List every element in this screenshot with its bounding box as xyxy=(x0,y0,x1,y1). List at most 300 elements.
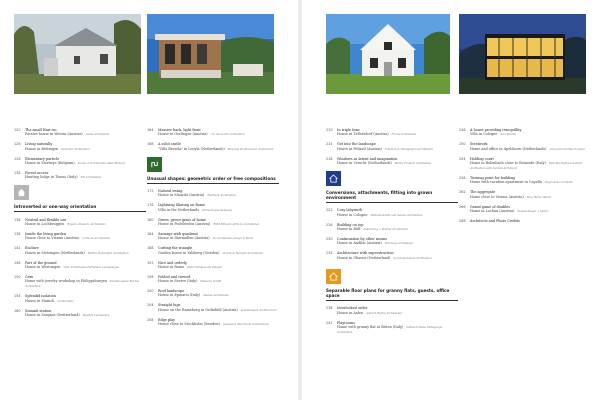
entry-title: Folded and viewed xyxy=(158,274,191,279)
entry-body xyxy=(158,289,279,299)
entry-subtitle-line xyxy=(25,236,146,241)
entry-subtitle-line xyxy=(337,241,458,246)
toc-entry[interactable] xyxy=(459,205,591,215)
entry-body xyxy=(337,157,458,167)
entry-subtitle-line xyxy=(470,147,591,152)
entry-title: Get into the landscape xyxy=(337,142,376,147)
page-number: 254 xyxy=(459,156,466,161)
page-number: 168 xyxy=(147,142,154,147)
entry-body xyxy=(158,218,279,228)
entry-subtitle-line xyxy=(25,251,146,256)
toc-column-3 xyxy=(326,128,458,340)
entry-architect: Bose Herre Wendl xyxy=(526,195,551,199)
entry-title: Elementary particle xyxy=(25,156,60,161)
entry-subtitle-line xyxy=(158,308,279,313)
entry-architect: Marko Froelich Architekten xyxy=(394,161,432,165)
entry-subtitle: House in Rome xyxy=(158,264,185,269)
entry-title: Natural swing xyxy=(158,189,183,194)
entry-architect: Ehl Architekten xyxy=(80,176,102,180)
toc-group xyxy=(326,306,458,335)
entry-subtitle-line xyxy=(337,213,458,218)
entry-body xyxy=(337,128,458,138)
entry-architect: Lermont Architekten xyxy=(82,237,110,241)
toc-entry[interactable] xyxy=(459,176,591,186)
section-title: Conversions, attachments, fitting into grown environment xyxy=(326,189,433,200)
entry-subtitle: House in Podelstelen (Austria) xyxy=(158,222,211,227)
page-number: 222 xyxy=(326,208,333,213)
entry-architect: Grinselveyne Geitgaag xyxy=(202,208,232,212)
entry-title: Playrooms xyxy=(337,320,355,325)
entry-title: Lightning Skating on Rome xyxy=(158,203,206,208)
entry-architect: pedes architekten xyxy=(85,133,110,137)
toc-entry[interactable] xyxy=(147,189,279,199)
toc-entry[interactable] xyxy=(14,294,146,304)
page-number: 176 xyxy=(147,203,154,208)
entry-subtitle-line xyxy=(158,279,279,284)
section-rule xyxy=(147,183,279,184)
page-number: 234 xyxy=(326,251,333,256)
toc-entry[interactable] xyxy=(326,306,458,316)
entry-subtitle: House in Mauritä (Austria) xyxy=(158,193,205,198)
toc-column-2 xyxy=(147,128,279,332)
entry-architect: Maur Schaltes am Zuhusli xyxy=(187,265,222,269)
toc-group xyxy=(14,218,146,319)
shape-icon xyxy=(150,160,159,169)
entry-subtitle-line xyxy=(470,209,591,214)
entry-architect: Baysen, Kneisch, Architekten xyxy=(67,223,106,227)
toc-entry[interactable] xyxy=(326,237,458,247)
entry-title: Architects and Photo Credits xyxy=(470,218,520,223)
entry-body xyxy=(337,251,458,261)
toc-entry[interactable] xyxy=(14,246,146,256)
page-number: 188 xyxy=(147,246,154,251)
toc-entry[interactable] xyxy=(326,251,458,261)
toc-entry[interactable] xyxy=(14,171,146,181)
house-icon xyxy=(14,14,141,94)
entry-title: Cutting the triangle xyxy=(158,246,193,251)
page-number: 210 xyxy=(326,128,333,132)
entry-subtitle: House close to Vienna (Austria) xyxy=(25,236,80,241)
toc-entry[interactable] xyxy=(326,223,458,233)
toc-entry[interactable] xyxy=(326,128,458,138)
entry-body xyxy=(337,208,458,218)
toc-entry[interactable] xyxy=(147,261,279,271)
entry-subtitle-line xyxy=(25,222,146,227)
entry-subtitle-line xyxy=(470,132,591,137)
entry-architect: rauhberflete xyxy=(57,299,74,303)
toc-entry[interactable] xyxy=(147,142,279,152)
entry-subtitle-line xyxy=(25,147,146,152)
entry-subtitle-line xyxy=(158,147,279,152)
entry-body xyxy=(158,275,279,285)
entry-subtitle: House in Aalen xyxy=(337,310,364,315)
toc-entry[interactable] xyxy=(14,232,146,242)
page-number: 192 xyxy=(147,260,154,265)
entry-title: Roof landscape xyxy=(158,289,185,294)
entry-subtitle: House in Zellersdorf (Austria) xyxy=(337,132,389,137)
entry-subtitle: Home close to Vienna (Austria) xyxy=(470,194,524,199)
entry-body xyxy=(337,237,458,247)
entry-body xyxy=(337,306,458,316)
entry-body xyxy=(25,232,146,242)
entry-architect: Cees and Charles Crousvar xyxy=(549,147,586,151)
entry-subtitle: Home in Balenbach close to Reinenfe (Italy) xyxy=(470,160,546,165)
toc-entry[interactable] xyxy=(14,157,146,167)
entry-architect: Froms Architekten xyxy=(391,133,417,137)
page-number: 246 xyxy=(459,128,466,132)
page-number: 120 xyxy=(14,128,21,132)
entry-subtitle-line xyxy=(470,180,591,185)
entry-title: Splendid isolation xyxy=(25,294,56,299)
entry-architect: Kamille Gebse Braden Architekten xyxy=(25,280,140,289)
entry-subtitle-line xyxy=(470,195,591,200)
entry-subtitle: House in Seetve (Italy) xyxy=(158,279,198,284)
entry-title: Straight lugs xyxy=(158,303,181,308)
house-icon xyxy=(459,14,586,94)
toc-entry[interactable] xyxy=(326,208,458,218)
entry-subtitle-line xyxy=(158,265,279,270)
entry-subtitle-line xyxy=(158,193,279,198)
entry-subtitle-line xyxy=(337,227,458,232)
page-number: 218 xyxy=(326,156,333,161)
page-number: 208 xyxy=(147,317,154,322)
section-title: Introverted or one-way orientation xyxy=(14,204,97,210)
entry-subtitle-line xyxy=(337,161,458,166)
toc-entry[interactable] xyxy=(14,218,146,228)
photo-white-house-lawn xyxy=(326,14,450,94)
toc-entry[interactable] xyxy=(147,275,279,285)
entry-architect: die Architekten Jangis & Maali xyxy=(212,237,254,241)
entry-body xyxy=(25,309,146,319)
entry-subtitle-line xyxy=(337,256,458,261)
entry-subtitle: House in Felixvil (Austria) xyxy=(337,146,382,151)
entry-subtitle: Hunting lodge in Tisens (Italy) xyxy=(25,175,78,180)
house-icon xyxy=(17,188,26,197)
entry-subtitle-line xyxy=(337,325,458,336)
entry-architect: RSM Elfbaum Afrik de Architekten xyxy=(213,223,260,227)
entry-architect: Wimberg Architekten xyxy=(384,242,414,246)
entry-subtitle: House in Bettingen xyxy=(25,146,59,151)
entry-subtitle-line xyxy=(25,265,146,270)
entry-body xyxy=(158,189,279,199)
entry-subtitle: Garden house in Yalsberg (Sweden) xyxy=(158,250,220,255)
entry-subtitle: "Villa Brosela" in Leeyla (Netherlands) xyxy=(158,146,225,151)
entry-body xyxy=(158,142,279,152)
entry-subtitle-line xyxy=(25,313,146,318)
entry-architect: Pfadbeck Architekten xyxy=(207,194,236,198)
entry-architect: Johansson Marcheola Architektens xyxy=(222,322,269,326)
toc-entry[interactable] xyxy=(326,321,458,336)
book-gutter xyxy=(298,0,302,400)
entry-title: Edge play xyxy=(158,317,176,322)
toc-group xyxy=(326,128,458,166)
house-icon xyxy=(326,14,450,94)
toc-entry[interactable] xyxy=(147,128,279,138)
entry-architect: Maellen Lambdekes xyxy=(82,314,110,317)
page-number: 266 xyxy=(459,204,466,209)
house-icon xyxy=(329,272,338,281)
entry-title: Forest access xyxy=(25,170,49,175)
photo-wooden-box-house xyxy=(147,14,274,94)
toc-entry[interactable] xyxy=(459,219,591,223)
page-number: 154 xyxy=(14,294,21,299)
entry-subtitle-line xyxy=(158,293,279,298)
entry-subtitle: House in Sargans (Switzerland) xyxy=(25,313,80,317)
entry-title: Massive back, light front xyxy=(158,128,201,132)
entry-architect: Engin Kesu architekt xyxy=(544,181,573,185)
entry-subtitle-line xyxy=(25,175,146,180)
toc-group xyxy=(147,189,279,327)
entry-body xyxy=(470,190,591,200)
entry-subtitle: House in Andilat (Austria) xyxy=(337,241,382,246)
entry-architect: rob lbs berelr architekten xyxy=(210,133,245,137)
page-number: 258 xyxy=(459,176,466,181)
entry-architect: splendimalen Architectural xyxy=(240,308,277,312)
chapter-icon-orange xyxy=(326,269,341,284)
entry-body xyxy=(158,203,279,213)
toc-entry[interactable] xyxy=(147,303,279,313)
house-icon xyxy=(147,14,274,94)
section-rule xyxy=(326,202,458,203)
entry-title: Grand game of doubles xyxy=(470,204,511,209)
entry-subtitle: House in Ghurist (Switzerland) xyxy=(337,255,391,260)
entry-subtitle-line xyxy=(337,311,458,316)
entry-title: Holding court xyxy=(470,156,494,161)
page-number: 262 xyxy=(459,190,466,195)
entry-subtitle-line xyxy=(337,132,458,137)
entry-architect: Baumschlager + Moritz xyxy=(517,210,549,213)
entry-title: Living naturally xyxy=(25,142,53,147)
entry-title: In triple time xyxy=(337,128,360,132)
entry-body xyxy=(25,246,146,256)
entry-architect: Thorsk & Hamphil Architekten xyxy=(222,251,264,255)
photo-night-glass-house xyxy=(459,14,586,94)
toc-group xyxy=(147,128,279,152)
entry-body xyxy=(470,176,591,186)
photo-white-gabled-house xyxy=(14,14,141,94)
toc-entry[interactable] xyxy=(14,142,146,152)
entry-subtitle-line xyxy=(158,222,279,227)
page-number: 238 xyxy=(326,306,333,311)
entry-body xyxy=(470,128,591,138)
toc-entry[interactable] xyxy=(459,128,591,138)
page-number: 242 xyxy=(326,320,333,325)
entry-title: Part of the ground xyxy=(25,260,57,265)
entry-body xyxy=(470,157,591,172)
entry-title: Turning point for building xyxy=(470,176,515,181)
entry-subtitle: House in Lochbruggen xyxy=(25,222,65,227)
entry-subtitle: Villa in Cologne xyxy=(470,132,498,137)
entry-title: Building on top xyxy=(337,222,364,227)
entry-subtitle-line xyxy=(25,279,146,290)
toc-group xyxy=(326,208,458,260)
toc-entry[interactable] xyxy=(147,289,279,299)
entry-body xyxy=(25,275,146,290)
page-number: 214 xyxy=(326,142,333,147)
section-title: Separable floor plans for granny flats, guests, office space xyxy=(326,287,450,298)
toc-entry[interactable] xyxy=(14,309,146,319)
entry-subtitle: Home and office in Apeldoorn (Netherlands) xyxy=(470,146,547,151)
toc-entry[interactable] xyxy=(147,318,279,328)
entry-subtitle: House in Westungen xyxy=(25,264,61,269)
entry-architect: Villa, El Pamanda Fernandez Lampeaugue xyxy=(63,265,120,269)
entry-title: Inside the living garden xyxy=(25,232,67,236)
page-number: 226 xyxy=(326,222,333,227)
toc-entry[interactable] xyxy=(459,190,591,200)
page-number: 180 xyxy=(147,217,154,222)
entry-body xyxy=(158,232,279,242)
entry-architect: Atelier d'Architecture Alain Richard xyxy=(77,161,125,165)
entry-architect: Frischen & Tannigmann Architekten xyxy=(384,147,433,151)
entry-body xyxy=(158,318,279,328)
entry-subtitle: House in Bülf xyxy=(337,227,361,232)
entry-title: Enclave xyxy=(25,246,39,251)
toc-entry[interactable] xyxy=(147,203,279,213)
toc-column-4 xyxy=(459,128,591,228)
page-number: 146 xyxy=(14,260,21,265)
page-number: 138 xyxy=(14,232,21,236)
page-number: 172 xyxy=(147,189,154,194)
entry-title: Steelwork xyxy=(470,142,488,147)
entry-body xyxy=(25,157,146,167)
entry-architect: Anarich Riehm Architekten xyxy=(366,311,402,315)
entry-body xyxy=(25,171,146,181)
toc-entry[interactable] xyxy=(14,128,146,138)
page-number: 230 xyxy=(326,237,333,241)
page-number: 204 xyxy=(147,303,154,308)
entry-subtitle: House in Gerlingen (Austria) xyxy=(158,132,208,137)
entry-architect: Wohnwerkstatt und Saabel Architekten xyxy=(370,213,423,217)
page-number: 200 xyxy=(147,289,154,294)
entry-title: Sausage with quadrant xyxy=(158,232,198,236)
entry-body xyxy=(337,142,458,152)
page-number: 128 xyxy=(14,156,21,161)
entry-title: A solid castle xyxy=(158,142,181,147)
entry-architect: Rudolfus Wallace Schlam Architekten with Xuchan Architects xyxy=(470,161,583,171)
entry-architect: Zeltenberg + Partner Architekten xyxy=(363,228,408,232)
toc-entry[interactable] xyxy=(147,246,279,256)
entry-title: The aggregate xyxy=(470,190,496,195)
entry-subtitle: Home with granny flat at Bitten (Italy) xyxy=(337,325,404,330)
chapter-icon-green xyxy=(147,157,162,172)
page-number: 126 xyxy=(14,142,21,147)
toc-entry[interactable] xyxy=(326,157,458,167)
entry-title: Interlocked order xyxy=(337,306,368,311)
page-number: 268 xyxy=(459,218,466,223)
entry-body xyxy=(337,321,458,336)
toc-group xyxy=(14,128,146,180)
entry-body xyxy=(25,294,146,304)
entry-title: Windows as latent and imagination xyxy=(337,156,398,161)
entry-title: A house providing tranquillity xyxy=(470,128,522,132)
entry-subtitle-line xyxy=(158,322,279,327)
entry-title: Neutral and flexible use xyxy=(25,217,67,222)
entry-architect: taltlesch Wiese Faltlagerge Architekten xyxy=(337,326,443,335)
entry-subtitle: Villa in the Netherlands xyxy=(158,207,200,212)
toc-entry[interactable] xyxy=(14,261,146,271)
entry-subtitle-line xyxy=(25,132,146,137)
toc-entry[interactable] xyxy=(459,142,591,152)
toc-column-1 xyxy=(14,128,146,323)
toc-entry[interactable] xyxy=(147,218,279,228)
entry-body xyxy=(470,142,591,152)
entry-subtitle: House in Munich xyxy=(25,298,55,303)
page-number: 160 xyxy=(14,308,21,313)
entry-title: The small Hari roc xyxy=(25,128,58,132)
entry-body xyxy=(25,128,146,138)
section-title: Unusual shapes: geometric order or free compositions xyxy=(147,175,276,181)
entry-subtitle-line xyxy=(158,208,279,213)
entry-subtitle: Passive house in Weerin (Austria) xyxy=(25,132,83,137)
entry-subtitle-line xyxy=(158,236,279,241)
entry-subtitle: House in Diermallen (Austria) xyxy=(158,236,210,241)
toc-entry[interactable] xyxy=(326,142,458,152)
entry-subtitle-line xyxy=(337,147,458,152)
entry-architect: Sprecher Architekten xyxy=(61,147,90,151)
entry-body xyxy=(158,261,279,271)
entry-body xyxy=(158,303,279,313)
entry-architect: Bertino Rebisoffen Architekten xyxy=(87,251,129,255)
entry-subtitle-line xyxy=(470,161,591,172)
entry-architect: durchmischende Architekten xyxy=(393,256,432,260)
entry-body xyxy=(470,219,591,223)
entry-architect: Pilissany Schütt xyxy=(200,280,222,284)
entry-subtitle: House in Epinarsi (Italy) xyxy=(158,293,201,298)
entry-body xyxy=(25,218,146,228)
page-number: 196 xyxy=(147,274,154,279)
chapter-icon-gray xyxy=(14,185,29,200)
toc-entry[interactable] xyxy=(459,157,591,172)
entry-subtitle: House close to Stockholm (Sweden) xyxy=(158,321,220,326)
entry-subtitle: House in Morbeye (Belgium) xyxy=(25,160,75,165)
entry-architect: Buikema De Bovenzen Architecten xyxy=(227,147,274,151)
entry-title: Summit station xyxy=(25,308,52,313)
entry-body xyxy=(25,142,146,152)
entry-body xyxy=(337,223,458,233)
chapter-icon-blue xyxy=(326,171,341,186)
entry-subtitle: House on the Rameberg in Ordinhild (Austria) xyxy=(158,307,238,312)
entry-subtitle: Home in Lochau (Austria) xyxy=(470,209,515,213)
page-number: 250 xyxy=(459,142,466,147)
toc-entry[interactable] xyxy=(14,275,146,290)
house-icon xyxy=(329,174,338,183)
entry-body xyxy=(158,246,279,256)
page-number: 138 xyxy=(14,170,21,175)
entry-subtitle-line xyxy=(25,161,146,166)
toc-entry[interactable] xyxy=(147,232,279,242)
entry-subtitle: House in Utrecht (Netherlands) xyxy=(337,160,392,165)
entry-subtitle-line xyxy=(158,251,279,256)
entry-body xyxy=(470,205,591,215)
page-number: 164 xyxy=(147,128,154,132)
entry-subtitle: Home with jewelry workshop in Philippsburgen xyxy=(25,279,107,284)
entry-subtitle-line xyxy=(158,132,279,137)
entry-title: Green, green grass of home xyxy=(158,217,206,222)
section-rule xyxy=(14,211,146,212)
entry-subtitle: House in Cologne xyxy=(337,212,368,217)
page-number: 184 xyxy=(147,232,154,236)
entry-body xyxy=(25,261,146,271)
entry-architect: Axel Bendel xyxy=(500,133,516,137)
entry-subtitle: Home with vacation apartment in Capella xyxy=(470,180,542,185)
entry-title: Continuation by other means xyxy=(337,237,388,241)
entry-title: Nice and orderly xyxy=(158,260,187,265)
entry-subtitle-line xyxy=(25,299,146,304)
entry-body xyxy=(158,128,279,138)
entry-title: Cozy labyrinth xyxy=(337,208,363,213)
entry-architect: Medlas Architekten xyxy=(203,294,230,298)
entry-title: Architecture with superstruction xyxy=(337,251,394,256)
